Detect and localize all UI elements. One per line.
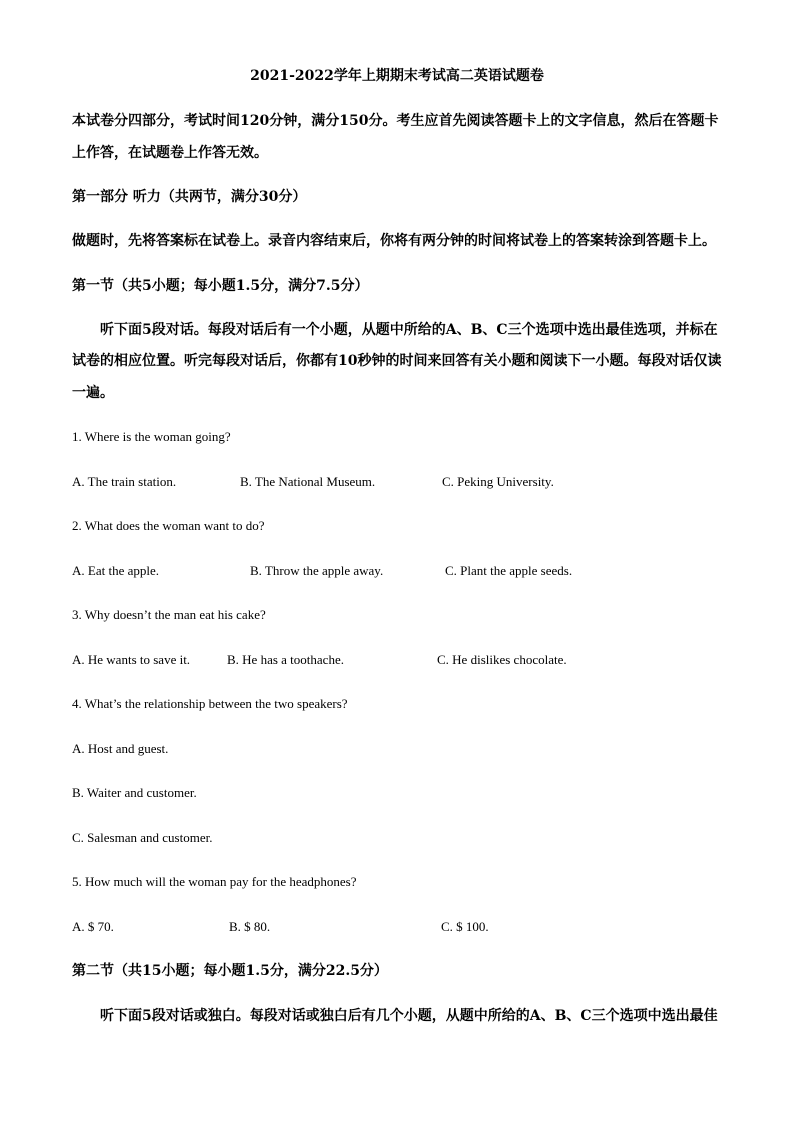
question-4-option-a: A. Host and guest.: [72, 741, 169, 756]
question-3-option-b: B. He has a toothache.: [227, 652, 344, 667]
question-2-stem: 2. What does the woman want to do?: [72, 518, 265, 533]
question-5-option-c: C. $ 100.: [441, 919, 489, 934]
question-4-stem: 4. What’s the relationship between the two speakers?: [72, 696, 348, 711]
section2-instruction-line-1: 听下面5段对话或独白。每段对话或独白后有几个小题，从题中所给的A、B、C三个选项中选出最佳: [100, 1008, 718, 1024]
part1-heading: 第一部分 听力（共两节，满分30分）: [72, 189, 307, 205]
question-1-option-c: C. Peking University.: [442, 474, 554, 489]
question-2-option-b: B. Throw the apple away.: [250, 563, 384, 578]
question-1-option-b: B. The National Museum.: [240, 474, 376, 489]
question-5-option-b: B. $ 80.: [229, 919, 271, 934]
question-4-option-c: C. Salesman and customer.: [72, 830, 213, 845]
section2-heading: 第二节（共15小题；每小题1.5分，满分22.5分）: [72, 963, 388, 979]
section1-instruction-line-1: 听下面5段对话。每段对话后有一个小题，从题中所给的A、B、C三个选项中选出最佳选项，并标在: [100, 322, 718, 338]
question-2-option-a: A. Eat the apple.: [72, 563, 159, 578]
part1-instruction: 做题时，先将答案标在试卷上。录音内容结束后，你将有两分钟的时间将试卷上的答案转涂到答题卡上。: [72, 233, 716, 249]
question-2-option-c: C. Plant the apple seeds.: [445, 563, 573, 578]
section1-instruction-line-3: 一遍。: [72, 385, 114, 401]
intro-text-line-1: 本试卷分四部分，考试时间120分钟，满分150分。考生应首先阅读答题卡上的文字信息，然后在答题卡: [72, 113, 719, 129]
question-1-option-a: A. The train station.: [72, 474, 177, 489]
question-4-option-b: B. Waiter and customer.: [72, 785, 197, 800]
question-5-option-a: A. $ 70.: [72, 919, 114, 934]
question-1-stem: 1. Where is the woman going?: [72, 429, 231, 444]
question-3-option-c: C. He dislikes chocolate.: [437, 652, 567, 667]
question-3-stem: 3. Why doesn’t the man eat his cake?: [72, 607, 266, 622]
section1-heading: 第一节（共5小题；每小题1.5分，满分7.5分）: [72, 278, 369, 294]
section1-instruction-line-2: 试卷的相应位置。听完每段对话后，你都有10秒钟的时间来回答有关小题和阅读下一小题。每段对话仅读: [72, 353, 722, 369]
question-3-option-a: A. He wants to save it.: [72, 652, 191, 667]
intro-text-line-2: 上作答，在试题卷上作答无效。: [72, 145, 268, 161]
page-title: 2021-2022学年上期期末考试高二英语试题卷: [250, 68, 544, 84]
question-5-stem: 5. How much will the woman pay for the headphones?: [72, 874, 357, 889]
